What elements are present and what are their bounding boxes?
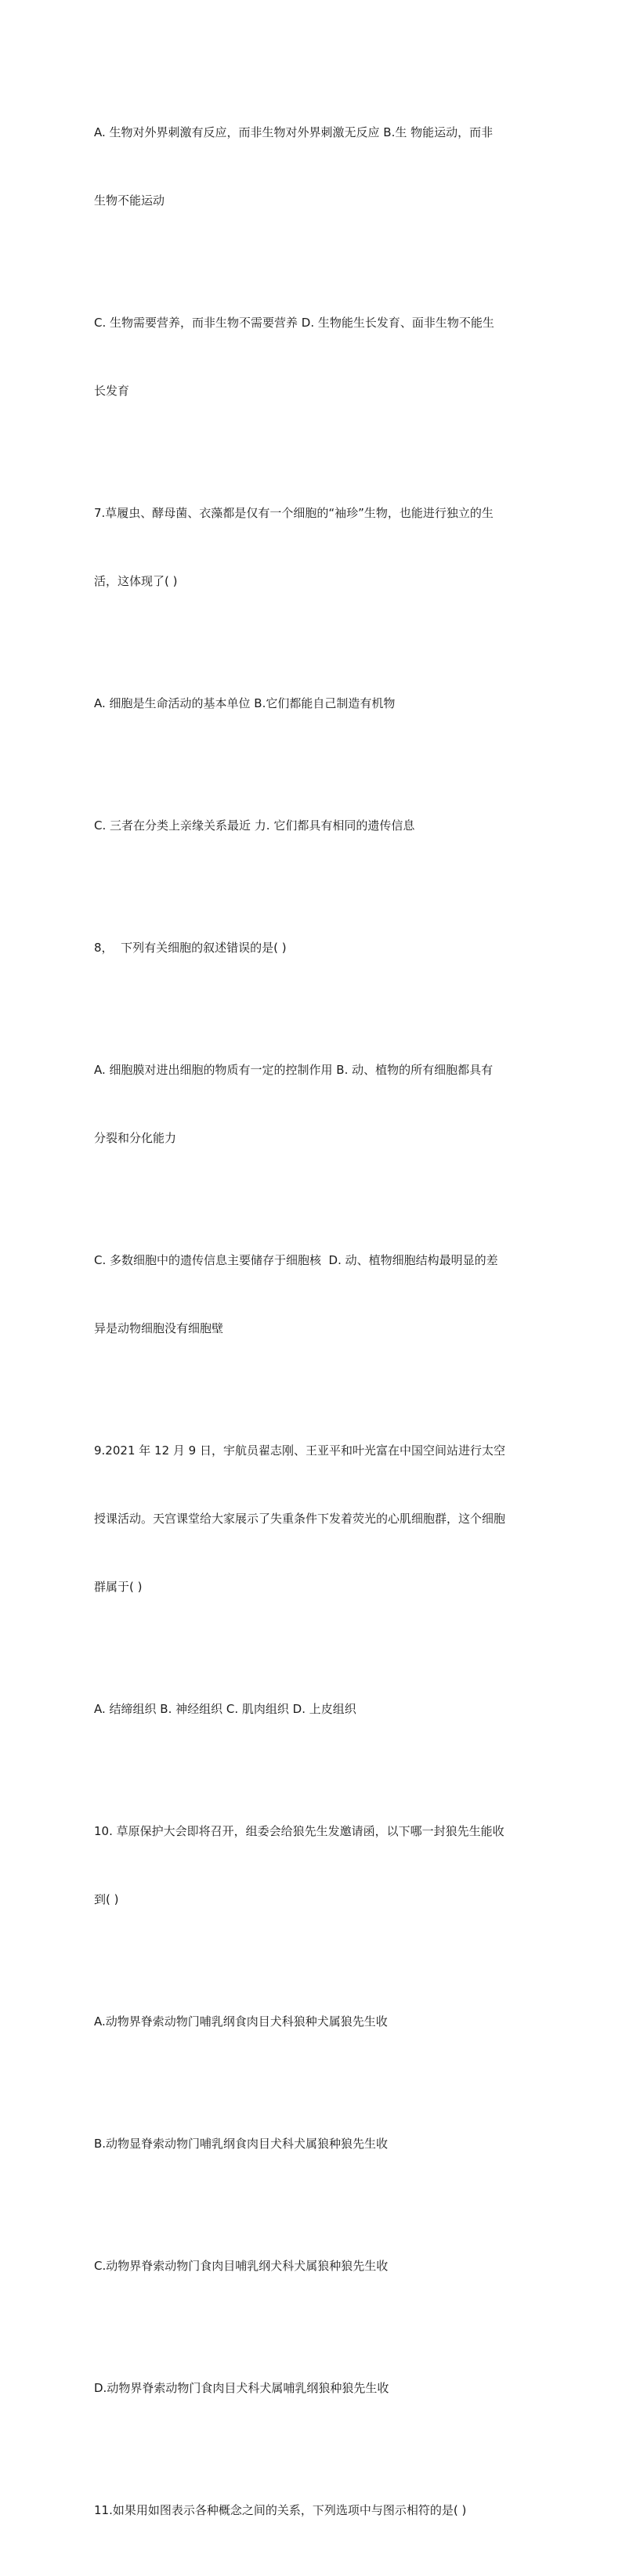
text-line: C. 多数细胞中的遗传信息主要储存于细胞核 D. 动、植物细胞结构最明显的差 [94,1253,498,1267]
text-line: A. 细胞膜对进出细胞的物质有一定的控制作用 B. 动、植物的所有细胞都具有 [94,1063,494,1077]
option-paragraph [94,1204,533,1386]
option-paragraph [94,647,533,761]
option-paragraph [94,2332,533,2445]
text-line: 9.2021 年 12 月 9 日，宇航员翟志刚、王亚平和叶光富在中国空间站进行太空 [94,1443,505,1458]
option-paragraph [94,2209,533,2323]
option-paragraph [94,769,533,883]
text-line: 10. 草原保护大会即将召开，组委会给狼先生发邀请函，以下哪一封狼先生能收 [94,1824,504,1838]
text-line: 11.如果用如图表示各种概念之间的关系，下列选项中与图示相符的是( ) [94,2503,467,2517]
text-line: A. 生物对外界刺激有反应，而非生物对外界刺激无反应 B.生 物能运动，而非 [94,125,494,139]
question-8 [94,891,533,1005]
question-9 [94,1394,533,1644]
text-line: 生物不能运动 [94,193,165,208]
text-line: A. 细胞是生命活动的基本单位 B.它们都能自己制造有机物 [94,696,396,710]
text-line: 分裂和分化能力 [94,1131,177,1145]
option-paragraph [94,1013,533,1195]
option-paragraph [94,1653,533,1766]
document-page [94,76,533,2576]
option-paragraph [94,76,533,258]
text-line: 群属于( ) [94,1580,143,1594]
question-10 [94,1775,533,1956]
text-line: 活，这体现了( ) [94,574,178,588]
text-line: B.动物显脊索动物门哺乳纲食肉目犬科犬属狼种狼先生收 [94,2137,389,2151]
question-7 [94,457,533,638]
text-line: 异是动物细胞没有细胞壁 [94,1321,224,1335]
option-paragraph [94,1965,533,2079]
option-paragraph [94,2087,533,2201]
text-line: A. 结缔组织 B. 神经组织 C. 肌肉组织 D. 上皮组织 [94,1702,356,1716]
text-line: 到( ) [94,1892,119,1906]
text-line: 8， 下列有关细胞的叙述错误的是( ) [94,941,287,955]
text-line: 7.草履虫、酵母菌、衣藻都是仅有一个细胞的“袖珍”生物，也能进行独立的生 [94,506,494,520]
text-line: 长发育 [94,384,130,398]
text-line: C. 三者在分类上亲缘关系最近 力. 它们都具有相同的遗传信息 [94,818,415,833]
text-line: C. 生物需要营养，而非生物不需要营养 D. 生物能生长发育、面非生物不能生 [94,316,494,330]
text-line: 授课活动。天宫课堂给大家展示了失重条件下发着荧光的心肌细胞群，这个细胞 [94,1512,506,1526]
option-paragraph [94,266,533,448]
text-line: A.动物界脊索动物门哺乳纲食肉目犬科狼种犬属狼先生收 [94,2014,388,2029]
text-line: D.动物界脊索动物门食肉目犬科犬属哺乳纲狼种狼先生收 [94,2381,389,2395]
text-line: C.动物界脊索动物门食肉目哺乳纲犬科犬属狼种狼先生收 [94,2259,389,2273]
question-11 [94,2454,533,2567]
